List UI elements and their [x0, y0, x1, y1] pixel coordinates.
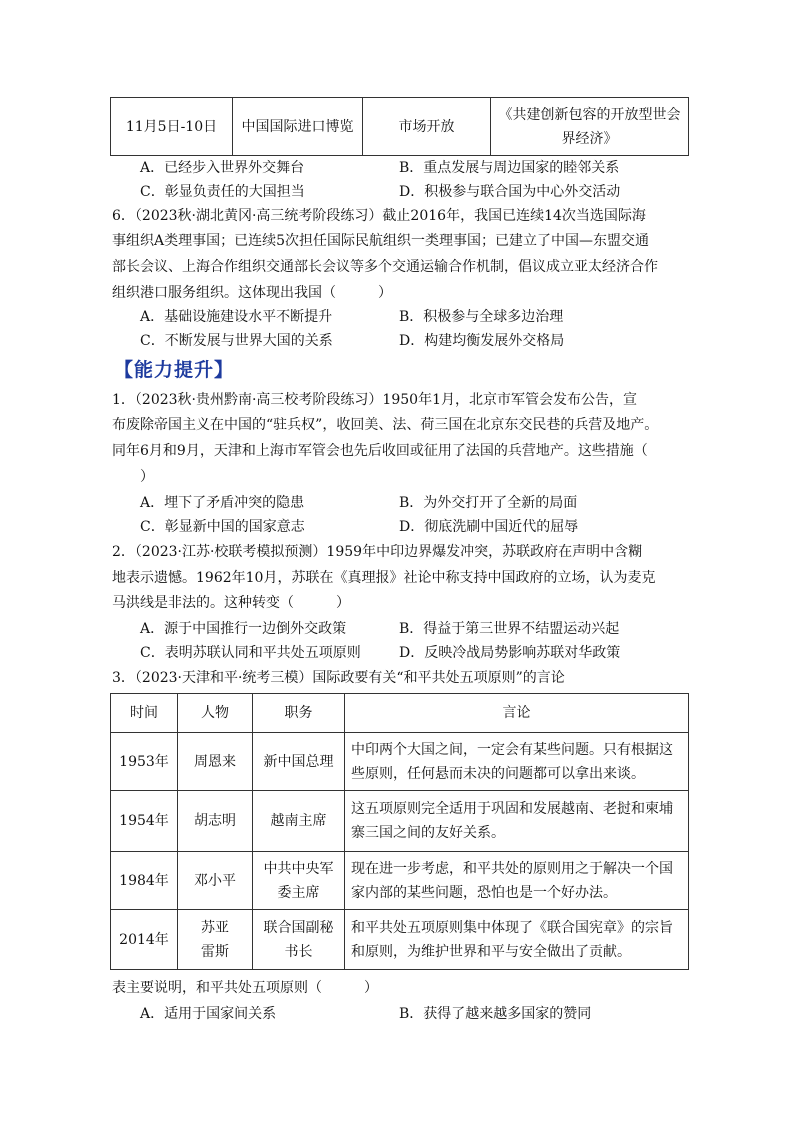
cell-line: 新中国总理: [263, 753, 334, 770]
cell-person: [178, 733, 253, 791]
option-b: B．获得了越来越多国家的赞同: [399, 1006, 592, 1022]
question-line: 1．（2023秋·贵州黔南·高三校考阶段练习）1950年1月，北京市军管会发布公告，宣: [112, 392, 637, 408]
table-row: [111, 852, 689, 910]
table-cell: 市场开放: [363, 98, 491, 156]
section-title: 【能力提升】: [114, 359, 235, 381]
cell-line: 中印两个大国之间，一定会有某些问题。只有根据这: [351, 741, 673, 758]
option-c: C．表明苏联认同和平共处五项原则: [140, 645, 361, 661]
cell-line: 和原则，为维护世界和平与安全做出了贡献。: [351, 943, 631, 960]
option-c: C．彰显新中国的国家意志: [140, 519, 305, 535]
cell-person: [178, 910, 253, 970]
header-role: 职务: [253, 694, 345, 733]
option-b: B．得益于第三世界不结盟运动兴起: [399, 621, 620, 637]
header-quote: 言论: [345, 694, 689, 733]
option-d: D．彻底洗刷中国近代的屈辱: [399, 519, 579, 535]
cell-role: [253, 910, 345, 970]
cell-line: 这五项原则完全适用于巩固和发展越南、老挝和柬埔: [351, 801, 673, 817]
quotes-table: [110, 693, 689, 970]
option-a: A．埋下了矛盾冲突的隐患: [140, 495, 305, 511]
cell-line: 胡志明: [194, 813, 236, 829]
question-line: 事组织A类理事国；已连续5次担任国际民航组织一类理事国；已建立了中国—东盟交通: [112, 233, 650, 249]
question-line: 马洪线是非法的。这种转变（ ）: [112, 595, 350, 611]
cell-quote: [345, 791, 689, 852]
cell-line: 中共中央军: [263, 860, 334, 877]
cell-year: 2014年: [111, 910, 178, 970]
table-row: [111, 791, 689, 852]
table-row: [111, 910, 689, 970]
cell-person: [178, 791, 253, 852]
option-a: A．源于中国推行一边倒外交政策: [140, 621, 347, 637]
option-b: B．为外交打开了全新的局面: [399, 495, 578, 511]
option-b: B．重点发展与周边国家的睦邻关系: [399, 160, 620, 176]
cell-role: [253, 733, 345, 791]
cell-role: [253, 852, 345, 910]
cell-year: 1953年: [111, 733, 178, 791]
cell-line: 越南主席: [270, 813, 327, 829]
table-cell: [491, 98, 689, 156]
question-line: 布废除帝国主义在中国的“驻兵权”，收回美、法、荷三国在北京东交民巷的兵营及地产。: [112, 417, 659, 433]
option-c: C．不断发展与世界大国的关系: [140, 333, 333, 349]
question-line: 6．（2023秋·湖北黄冈·高三统考阶段练习）截止2016年，我国已连续14次当选国际海: [112, 208, 646, 224]
option-a: A．已经步入世界外交舞台: [140, 160, 305, 176]
cell-line: 联合国副秘: [263, 919, 334, 936]
cell-line: 苏亚: [201, 919, 229, 936]
option-d: D．反映冷战局势影响苏联对华政策: [399, 645, 621, 661]
question-line: 地表示遗憾。1962年10月，苏联在《真理报》社论中称支持中国政府的立场，认为麦克: [112, 570, 656, 586]
cell-quote: [345, 733, 689, 791]
table-row: [111, 98, 689, 156]
cell-line: 家内部的某些问题，恐怕也是一个好办法。: [351, 884, 617, 901]
cell-line: 邓小平: [194, 872, 236, 889]
cell-year: 1984年: [111, 852, 178, 910]
question-line: 同年6月和9月，天津和上海市军管会也先后收回或征用了法国的兵营地产。这些措施（: [112, 443, 648, 459]
cell-line: 寨三国之间的友好关系。: [351, 825, 505, 841]
option-b: B．积极参与全球多边治理: [399, 309, 564, 325]
option-d: D．积极参与联合国为中心外交活动: [399, 184, 621, 200]
top-table: [110, 97, 689, 156]
cell-line: 界经济》: [561, 130, 618, 147]
option-a: A．基础设施建设水平不断提升: [140, 309, 333, 325]
cell-line: 和平共处五项原则集中体现了《联合国宪章》的宗旨: [351, 919, 673, 936]
cell-quote: [345, 852, 689, 910]
cell-line: 现在进一步考虑，和平共处的原则用之于解决一个国: [351, 860, 673, 877]
question-line: 表主要说明，和平共处五项原则（ ）: [112, 980, 378, 996]
cell-quote: [345, 910, 689, 970]
cell-line: 周恩来: [194, 753, 236, 770]
table-row: [111, 733, 689, 791]
table-cell: 11月5日-10日: [111, 98, 233, 156]
cell-line: 雷斯: [201, 943, 229, 960]
cell-year: 1954年: [111, 791, 178, 852]
header-time: 时间: [111, 694, 178, 733]
option-c: C．彰显负责任的大国担当: [140, 184, 305, 200]
question-line: 2．（2023·江苏·校联考模拟预测）1959年中印边界爆发冲突，苏联政府在声明中含糊: [112, 544, 643, 560]
question-line: 组织港口服务组织。这体现出我国（ ）: [112, 285, 392, 301]
table-header-row: [111, 694, 689, 733]
option-d: D．构建均衡发展外交格局: [399, 333, 565, 349]
question-line: 3．（2023·天津和平·统考三模）国际政要有关“和平共处五项原则”的言论: [112, 670, 565, 686]
cell-line: 委主席: [277, 884, 320, 901]
option-a: A．适用于国家间关系: [140, 1006, 277, 1022]
question-line: 部长会议、上海合作组织交通部长会议等多个交通运输合作机制，倡议成立亚太经济合作: [112, 259, 658, 275]
cell-role: [253, 791, 345, 852]
cell-line: 些原则，任何悬而未决的问题都可以拿出来谈。: [351, 765, 645, 782]
cell-person: [178, 852, 253, 910]
header-person: 人物: [178, 694, 253, 733]
cell-line: 书长: [284, 943, 313, 960]
table-cell: 中国国际进口博览: [233, 98, 363, 156]
question-line: ）: [112, 469, 154, 485]
cell-line: 《共建创新包容的开放型世会: [498, 106, 681, 123]
